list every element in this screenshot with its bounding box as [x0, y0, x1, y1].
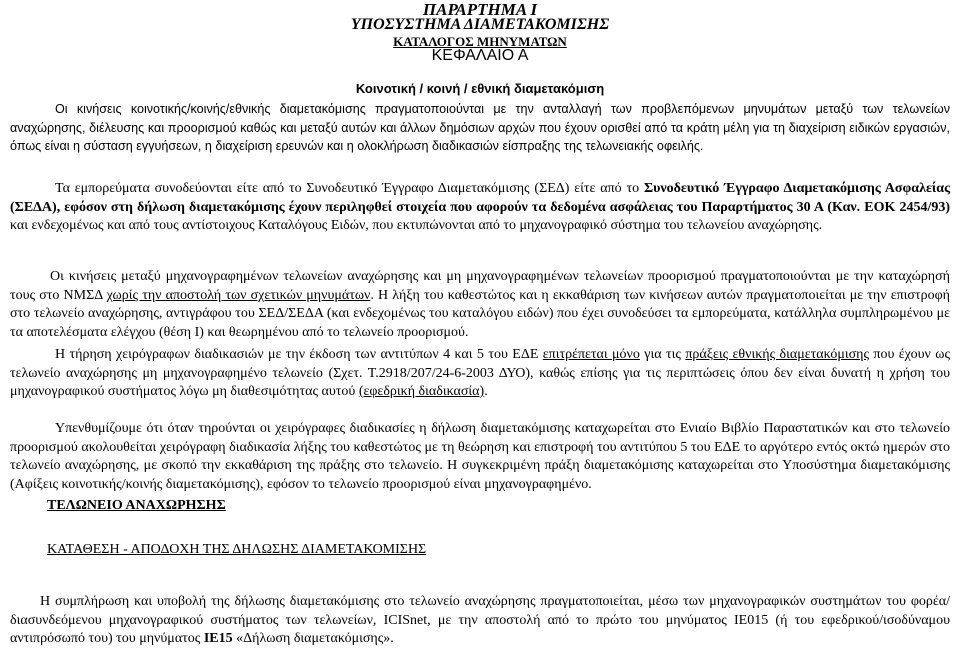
submission-text-a: Η συμπλήρωση και υποβολή της δήλωσης διαμετακόμισης στο τελωνείο αναχώρησης πραγματοποιείται, μέσω των μηχανογραφικών συστημάτων του φορέα/διασυνδεόμενου μηχανογραφικού συστήματος των τελωνείων, ICISnet, με την αποστολή από το πρώτο του μηνύματος IE015 (ή του εφεδρικού/ισοδύναμου αντιπρόσωπό του) του μηνύματος	[10, 594, 950, 646]
annex-title: ΠΑΡΑΡΤΗΜΑ Ι	[422, 0, 538, 19]
documents-paragraph	[10, 180, 950, 236]
documents-text-c: και ενδεχομένως και από τους αντίστοιχους Καταλόγους Ειδών, που εκτυπώνονται από το μηχανογραφικό σύστημα του τελωνείου αναχώρησης.	[10, 218, 823, 233]
subsystem-title: ΥΠΟΣΥΣΤΗΜΑ ΔΙΑΜΕΤΑΚΟΜΙΣΗΣ	[350, 16, 610, 33]
non-computerised-paragraph	[10, 268, 950, 342]
manual-text-fallback: (εφεδρική διαδικασία)	[358, 384, 485, 399]
noncomp-text-c: . Η λήξη του καθεστώτος και η εκκαθάριση των κινήσεων αυτών πραγματοποιείται με την επιστροφή στο τελωνείο αναχώρησης, αντιγράφου του ΣΕΔ/ΣΕΔΑ (και ενδεχομένως του καταλόγου ειδών) που έχει συνοδεύσει τα εμπορεύματα, κατάλληλα συμπληρωμένου με τα αποτελέσματα ελέγχου (θέση Ι) και θεωρημένου από το τελωνείο προορισμού.	[10, 287, 950, 340]
manual-text-national-transit: πράξεις εθνικής διαμετακόμισης	[685, 347, 870, 362]
manual-text-e: που έχουν ως τελωνείο αναχώρησης μη μηχανογραφημένο τελωνείο (Σχετ. Τ.2918/207/24-6-2003 ΔΥΟ), καθώς επίσης για τις περιπτώσεις όπου δεν είναι δυνατή η χρήση του μηχανογραφικού συστήματος λόγω μη διαθεσιμότητας αυτού	[10, 347, 951, 399]
documents-text-bold: Συνοδευτικό Έγγραφο Διαμετακόμισης Ασφαλείας (ΣΕΔΑ), εφόσον στη δήλωση διαμετακόμισης έχουν περιληφθεί στοιχεία που αφορούν τα δεδομένα ασφάλειας του Παραρτήματος 30 Α (Καν. ΕΟΚ 2454/93)	[10, 181, 950, 215]
manual-text-a: Η τήρηση χειρόγραφων διαδικασιών με την έκδοση των αντιτύπων 4 και 5 του ΕΔΕ	[55, 347, 543, 362]
declaration-filing-heading: ΚΑΤΑΘΕΣΗ - ΑΠΟΔΟΧΗ ΤΗΣ ΔΗΛΩΣΗΣ ΔΙΑΜΕΤΑΚΟΜΙΣΗΣ	[47, 542, 427, 557]
manual-text-g: .	[484, 384, 488, 399]
departure-office-heading: ΤΕΛΩΝΕΙΟ ΑΝΑΧΩΡΗΣΗΣ	[47, 498, 226, 513]
documents-text-a: Τα εμπορεύματα συνοδεύονται είτε από το Συνοδευτικό Έγγραφο Διαμετακόμισης (ΣΕΔ) είτε από το	[55, 181, 644, 196]
submission-paragraph	[10, 593, 950, 649]
submission-message-code: IE15	[203, 631, 233, 646]
noncomp-text-a: Οι κινήσεις μεταξύ μηχανογραφημένων τελωνείων αναχώρησης και μη μηχανογραφημένων τελωνείων προορισμού πραγματοποιούνται με την καταχώρησή τους στο ΝΜΣΔ	[10, 269, 950, 303]
manual-text-allowed-only: επιτρέπεται μόνο	[542, 347, 640, 362]
intro-paragraph: Οι κινήσεις κοινοτικής/κοινής/εθνικής διαμετακόμισης πραγματοποιούνται με την ανταλλαγή των προβλεπόμενων μηνυμάτων μεταξύ των τελωνείων αναχώρησης, διέλευσης και προορισμού καθώς και μεταξύ αυτών και άλλων δημόσιων αρχών που έχουν ορισθεί από τα κράτη μέλη για τη διαχείριση ειδικών εργασιών, όπως είναι η σύσταση εγγυήσεων, η διαχείριση ερευνών και η ολοκλήρωση διαδικασιών είσπραξης της τελωνειακής οφειλής.	[10, 102, 950, 153]
chapter-heading: ΚΕΦΑΛΑΙΟ Α	[431, 47, 529, 64]
section-heading: Κοινοτική / κοινή / εθνική διαμετακόμιση	[355, 81, 605, 96]
catalog-heading: ΚΑΤΑΛΟΓΟΣ ΜΗΝΥΜΑΤΩΝ	[393, 34, 567, 49]
noncomp-text-underlined: χωρίς την αποστολή των σχετικών μηνυμάτων	[106, 287, 371, 303]
manual-procedures-paragraph	[10, 346, 950, 402]
manual-text-c: για τις	[639, 347, 686, 362]
reminder-paragraph: Υπενθυμίζουμε ότι όταν τηρούνται οι χειρόγραφες διαδικασίες η δήλωση διαμετακόμισης καταχωρείται στο Ενιαίο Βιβλίο Παραστατικών και στο τελωνείο προορισμού ακολουθείται χειρόγραφη διαδικασία λήξης του καθεστώτος με τη θεώρηση και επιστροφή του αντιτύπου 5 του ΕΔΕ το αργότερο εντός οκτώ ημερών στο τελωνείο αναχώρησης, με σκοπό την εκκαθάριση της πράξης στο τελωνείο. Η συγκεκριμένη πράξη διαμετακόμισης καταχωρείται στο Υποσύστημα διαμετακόμισης (Αφίξεις κοινοτικής/κοινής διαμετακόμισης), εφόσον το τελωνείο προορισμού είναι μηχανογραφημένο.	[10, 421, 950, 492]
submission-text-c: «Δήλωση διαμετακόμισης».	[232, 631, 394, 646]
